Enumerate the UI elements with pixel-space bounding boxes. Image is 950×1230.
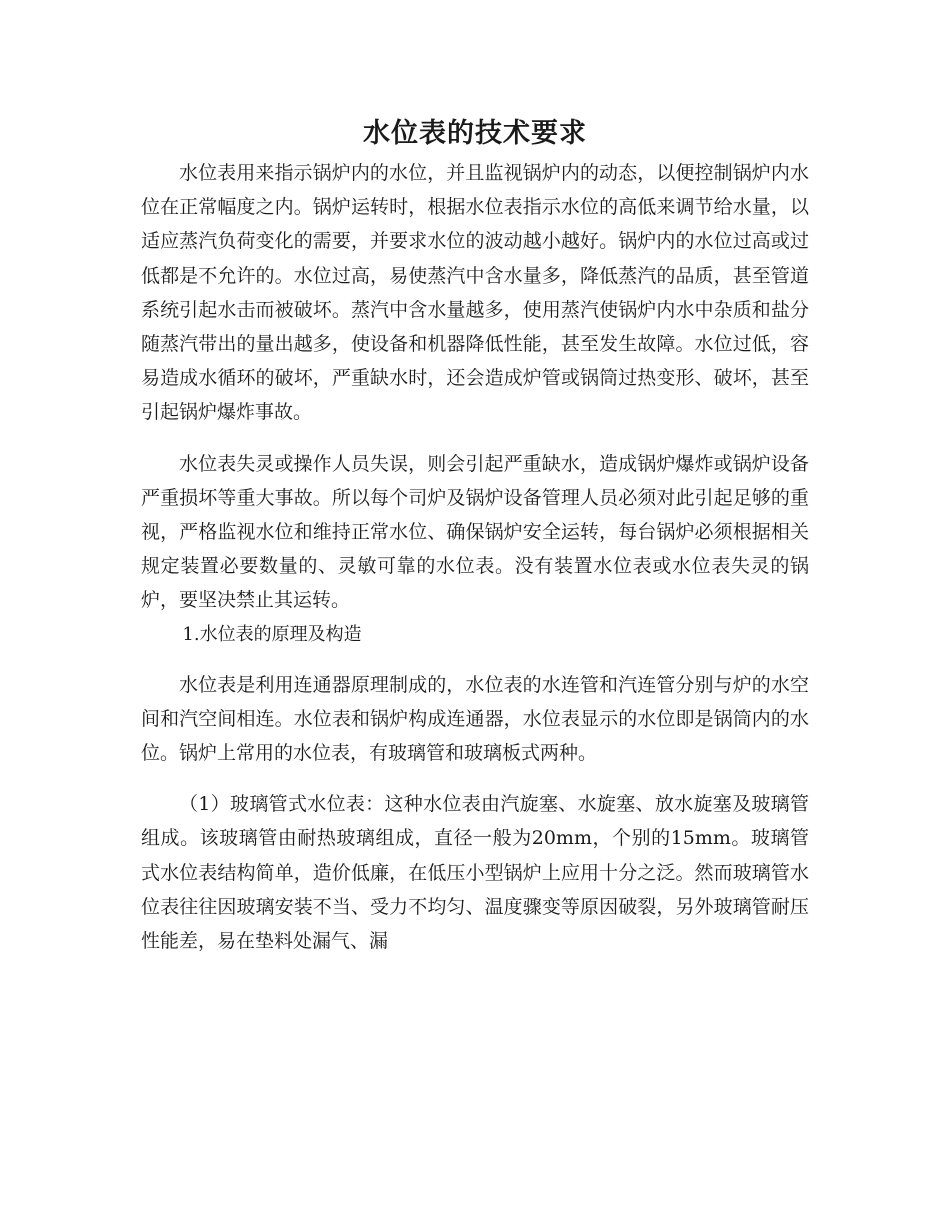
paragraph-principle: 水位表是利用连通器原理制成的，水位表的水连管和汽连管分别与炉的水空间和汽空间相连。水位表和锅炉构成连通器，水位表显示的水位即是锅筒内的水位。锅炉上常用的水位表，有玻璃管和玻璃板式两种。 [141,673,809,765]
paragraph-failure: 水位表失灵或操作人员失误，则会引起严重缺水，造成锅炉爆炸或锅炉设备严重损坏等重大事故。所以每个司炉及锅炉设备管理人员必须对此引起足够的重视，严格监视水位和维持正常水位、确保锅炉安全运转，每台锅炉必须根据相关规定装置必要数量的、灵敏可靠的水位表。没有装置水位表或水位表失灵的锅炉，要坚决禁止其运转。 [141,452,809,612]
document-title: 水位表的技术要求 [363,118,587,149]
section-heading-principle: 1.水位表的原理及构造 [182,623,362,645]
document-page [141,112,809,958]
paragraph-glass-tube: （1）玻璃管式水位表：这种水位表由汽旋塞、水旋塞、放水旋塞及玻璃管组成。该玻璃管由耐热玻璃组成，直径一般为20mm，个别的15mm。玻璃管式水位表结构简单，造价低廉，在低压小型锅炉上应用十分之泛。然而玻璃管水位表往往因玻璃安装不当、受力不均匀、温度骤变等原因破裂，另外玻璃管耐压性能差，易在垫料处漏气、漏 [141,793,809,953]
paragraph-intro: 水位表用来指示锅炉内的水位，并且监视锅炉内的动态，以便控制锅炉内水位在正常幅度之内。锅炉运转时，根据水位表指示水位的高低来调节给水量，以适应蒸汽负荷变化的需要，并要求水位的波动越小越好。锅炉内的水位过高或过低都是不允许的。水位过高，易使蒸汽中含水量多，降低蒸汽的品质，甚至管道系统引起水击而被破坏。蒸汽中含水量越多，使用蒸汽使锅炉内水中杂质和盐分随蒸汽带出的量出越多，使设备和机器降低性能，甚至发生故障。水位过低，容易造成水循环的破坏，严重缺水时，还会造成炉管或锅筒过热变形、破坏，甚至引起锅炉爆炸事故。 [141,162,809,424]
